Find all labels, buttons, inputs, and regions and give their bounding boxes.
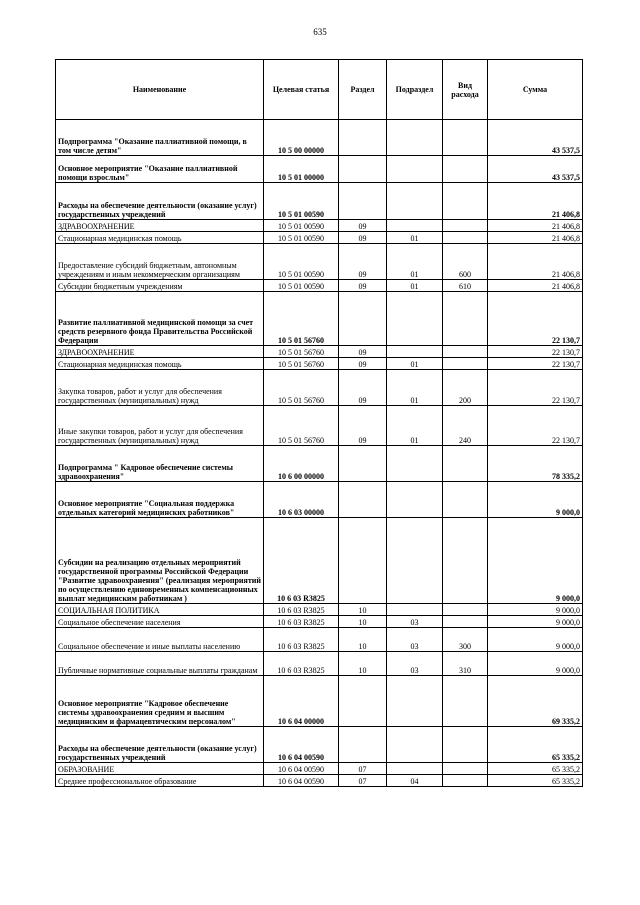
column-header-section: Раздел — [339, 60, 387, 120]
cell-subsection — [387, 518, 443, 604]
cell-sum: 21 406,8 — [488, 244, 583, 280]
cell-section: 09 — [339, 220, 387, 232]
table-row — [56, 446, 583, 482]
cell-expense-kind: 600 — [443, 244, 488, 280]
cell-sum: 22 130,7 — [488, 406, 583, 446]
table-row — [56, 358, 583, 370]
cell-expense-kind — [443, 232, 488, 244]
table-row — [56, 370, 583, 406]
cell-section — [339, 292, 387, 346]
cell-name: Субсидии бюджетным учреждениям — [56, 280, 264, 292]
table-row — [56, 280, 583, 292]
cell-subsection: 03 — [387, 652, 443, 676]
cell-subsection: 03 — [387, 616, 443, 628]
cell-sum: 9 000,0 — [488, 616, 583, 628]
cell-sum: 22 130,7 — [488, 346, 583, 358]
cell-target-code: 10 5 01 00590 — [264, 183, 339, 220]
table-row — [56, 518, 583, 604]
cell-sum: 65 335,2 — [488, 727, 583, 763]
cell-name: Развитие паллиативной медицинской помощи за счет средств резервного фонда Правительства Российской Федерации — [56, 292, 264, 346]
cell-name: Закупка товаров, работ и услуг для обеспечения государственных (муниципальных) нужд — [56, 370, 264, 406]
cell-name: Подпрограмма "Оказание паллиативной помощи, в том числе детям" — [56, 120, 264, 156]
cell-target-code: 10 5 01 00590 — [264, 244, 339, 280]
table-row — [56, 183, 583, 220]
cell-subsection — [387, 446, 443, 482]
cell-target-code: 10 5 01 56760 — [264, 346, 339, 358]
cell-target-code: 10 5 01 00590 — [264, 220, 339, 232]
cell-section: 09 — [339, 346, 387, 358]
table-row — [56, 676, 583, 727]
cell-name: Социальное обеспечение населения — [56, 616, 264, 628]
cell-target-code: 10 5 01 56760 — [264, 406, 339, 446]
cell-name: Иные закупки товаров, работ и услуг для обеспечения государственных (муниципальных) нужд — [56, 406, 264, 446]
cell-name: Расходы на обеспечение деятельности (оказание услуг) государственных учреждений — [56, 183, 264, 220]
cell-target-code: 10 5 00 00000 — [264, 120, 339, 156]
cell-sum: 43 537,5 — [488, 120, 583, 156]
cell-target-code: 10 6 04 00590 — [264, 727, 339, 763]
cell-expense-kind — [443, 604, 488, 616]
cell-name: ЗДРАВООХРАНЕНИЕ — [56, 220, 264, 232]
cell-subsection: 04 — [387, 775, 443, 787]
table-row — [56, 292, 583, 346]
table-row — [56, 652, 583, 676]
cell-target-code: 10 5 01 00590 — [264, 280, 339, 292]
cell-section: 10 — [339, 652, 387, 676]
cell-sum: 65 335,2 — [488, 763, 583, 775]
table-row — [56, 406, 583, 446]
cell-sum: 22 130,7 — [488, 358, 583, 370]
cell-subsection — [387, 763, 443, 775]
column-header-code: Целевая статья — [264, 60, 339, 120]
cell-expense-kind: 610 — [443, 280, 488, 292]
cell-expense-kind — [443, 346, 488, 358]
table-row — [56, 232, 583, 244]
cell-expense-kind — [443, 775, 488, 787]
cell-sum: 9 000,0 — [488, 604, 583, 616]
cell-section: 09 — [339, 232, 387, 244]
cell-expense-kind: 200 — [443, 370, 488, 406]
cell-expense-kind — [443, 676, 488, 727]
cell-sum: 22 130,7 — [488, 370, 583, 406]
budget-table — [55, 59, 583, 787]
cell-section — [339, 120, 387, 156]
cell-expense-kind — [443, 763, 488, 775]
cell-subsection: 01 — [387, 370, 443, 406]
cell-section — [339, 676, 387, 727]
cell-subsection: 01 — [387, 280, 443, 292]
cell-name: Основное мероприятие "Оказание паллиативной помощи взрослым" — [56, 156, 264, 183]
cell-subsection: 03 — [387, 628, 443, 652]
cell-expense-kind — [443, 482, 488, 518]
table-row — [56, 616, 583, 628]
cell-section — [339, 518, 387, 604]
cell-name: Социальное обеспечение и иные выплаты населению — [56, 628, 264, 652]
cell-name: Субсидии на реализацию отдельных мероприятий государственной программы Российской Федерации "Развитие здравоохранения" (реализация мероприятий по осуществлению единовременных компенсационных выплат медицинским работникам ) — [56, 518, 264, 604]
cell-name: Подпрограмма " Кадровое обеспечение системы здравоохранения" — [56, 446, 264, 482]
table-row — [56, 775, 583, 787]
cell-sum: 21 406,8 — [488, 232, 583, 244]
cell-subsection — [387, 220, 443, 232]
cell-subsection — [387, 727, 443, 763]
cell-expense-kind — [443, 292, 488, 346]
cell-subsection — [387, 604, 443, 616]
table-row — [56, 628, 583, 652]
page-number: 635 — [313, 27, 327, 37]
column-header-sum: Сумма — [488, 60, 583, 120]
cell-name: ЗДРАВООХРАНЕНИЕ — [56, 346, 264, 358]
cell-section — [339, 727, 387, 763]
cell-subsection: 01 — [387, 244, 443, 280]
table-row — [56, 244, 583, 280]
cell-sum: 43 537,5 — [488, 156, 583, 183]
cell-expense-kind — [443, 120, 488, 156]
cell-section: 10 — [339, 604, 387, 616]
cell-name: Основное мероприятие "Социальная поддержка отдельных категорий медицинских работников" — [56, 482, 264, 518]
cell-target-code: 10 6 03 R3825 — [264, 604, 339, 616]
table-row — [56, 120, 583, 156]
cell-sum: 21 406,8 — [488, 183, 583, 220]
table-row — [56, 156, 583, 183]
cell-section: 10 — [339, 628, 387, 652]
column-header-name: Наименование — [56, 60, 264, 120]
cell-subsection: 01 — [387, 232, 443, 244]
cell-subsection — [387, 482, 443, 518]
cell-section: 09 — [339, 244, 387, 280]
cell-subsection — [387, 156, 443, 183]
cell-section — [339, 482, 387, 518]
cell-subsection — [387, 120, 443, 156]
cell-target-code: 10 6 03 R3825 — [264, 518, 339, 604]
cell-sum: 78 335,2 — [488, 446, 583, 482]
cell-sum: 21 406,8 — [488, 280, 583, 292]
cell-subsection — [387, 292, 443, 346]
cell-subsection — [387, 346, 443, 358]
cell-expense-kind — [443, 220, 488, 232]
cell-target-code: 10 5 01 56760 — [264, 370, 339, 406]
cell-sum: 9 000,0 — [488, 482, 583, 518]
cell-sum: 9 000,0 — [488, 518, 583, 604]
cell-target-code: 10 5 01 56760 — [264, 358, 339, 370]
cell-subsection: 01 — [387, 358, 443, 370]
table-row — [56, 727, 583, 763]
cell-section: 09 — [339, 280, 387, 292]
cell-section: 07 — [339, 775, 387, 787]
cell-name: Основное мероприятие "Кадровое обеспечение системы здравоохранения средним и высшим медицинским и фармацевтическим персоналом" — [56, 676, 264, 727]
cell-target-code: 10 5 01 00590 — [264, 232, 339, 244]
cell-target-code: 10 6 03 R3825 — [264, 628, 339, 652]
cell-name: ОБРАЗОВАНИЕ — [56, 763, 264, 775]
cell-section — [339, 446, 387, 482]
cell-target-code: 10 6 04 00000 — [264, 676, 339, 727]
cell-sum: 65 335,2 — [488, 775, 583, 787]
cell-name: Среднее профессиональное образование — [56, 775, 264, 787]
cell-sum: 22 130,7 — [488, 292, 583, 346]
column-header-kind: Вид расхода — [443, 60, 488, 120]
cell-expense-kind — [443, 518, 488, 604]
cell-name: Публичные нормативные социальные выплаты гражданам — [56, 652, 264, 676]
cell-expense-kind: 300 — [443, 628, 488, 652]
cell-subsection — [387, 676, 443, 727]
cell-section — [339, 183, 387, 220]
cell-section — [339, 156, 387, 183]
column-header-subsection: Подраздел — [387, 60, 443, 120]
cell-sum: 21 406,8 — [488, 220, 583, 232]
cell-sum: 9 000,0 — [488, 628, 583, 652]
cell-section: 09 — [339, 406, 387, 446]
cell-name: Расходы на обеспечение деятельности (оказание услуг) государственных учреждений — [56, 727, 264, 763]
cell-target-code: 10 5 01 00000 — [264, 156, 339, 183]
cell-name: СОЦИАЛЬНАЯ ПОЛИТИКА — [56, 604, 264, 616]
cell-target-code: 10 6 04 00590 — [264, 775, 339, 787]
cell-sum: 9 000,0 — [488, 652, 583, 676]
cell-subsection — [387, 183, 443, 220]
cell-section: 07 — [339, 763, 387, 775]
cell-expense-kind: 310 — [443, 652, 488, 676]
table-row — [56, 220, 583, 232]
cell-expense-kind — [443, 727, 488, 763]
cell-target-code: 10 6 00 00000 — [264, 446, 339, 482]
cell-target-code: 10 6 03 00000 — [264, 482, 339, 518]
cell-target-code: 10 5 01 56760 — [264, 292, 339, 346]
cell-section: 09 — [339, 370, 387, 406]
cell-expense-kind — [443, 183, 488, 220]
table-row — [56, 604, 583, 616]
cell-subsection: 01 — [387, 406, 443, 446]
cell-name: Стационарная медицинская помощь — [56, 358, 264, 370]
cell-expense-kind — [443, 616, 488, 628]
table-row — [56, 346, 583, 358]
cell-name: Предоставление субсидий бюджетным, автономным учреждениям и иным некоммерческим организациям — [56, 244, 264, 280]
cell-expense-kind: 240 — [443, 406, 488, 446]
cell-expense-kind — [443, 358, 488, 370]
cell-name: Стационарная медицинская помощь — [56, 232, 264, 244]
cell-sum: 69 335,2 — [488, 676, 583, 727]
cell-target-code: 10 6 03 R3825 — [264, 616, 339, 628]
cell-target-code: 10 6 04 00590 — [264, 763, 339, 775]
table-row — [56, 763, 583, 775]
cell-expense-kind — [443, 156, 488, 183]
cell-target-code: 10 6 03 R3825 — [264, 652, 339, 676]
cell-expense-kind — [443, 446, 488, 482]
cell-section: 09 — [339, 358, 387, 370]
table-row — [56, 482, 583, 518]
table-header-row — [56, 60, 583, 120]
cell-section: 10 — [339, 616, 387, 628]
